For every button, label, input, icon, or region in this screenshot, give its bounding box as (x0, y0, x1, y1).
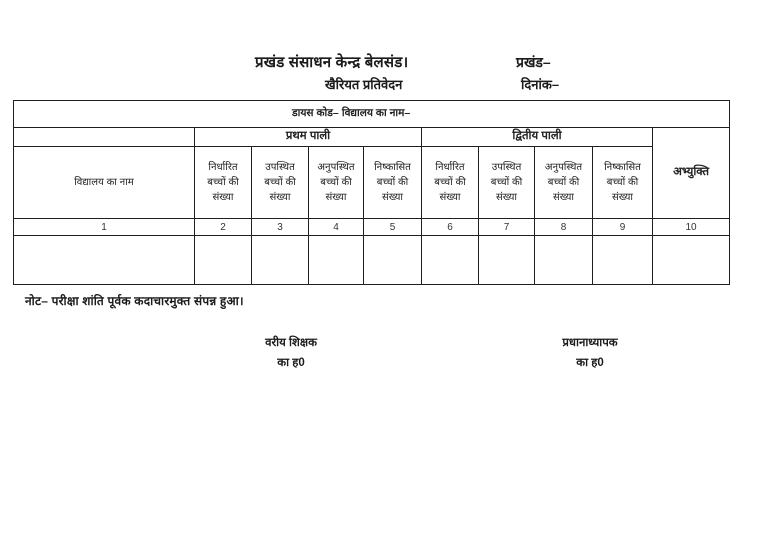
senior-teacher-label: वरीय शिक्षक (265, 337, 317, 349)
block-name-label: प्रखंड– (516, 54, 551, 70)
column-number-row (14, 219, 730, 236)
column-number-cell: 5 (364, 219, 422, 236)
senior-teacher-signature (221, 335, 361, 370)
data-cell (252, 236, 309, 285)
column-number-cell: 3 (252, 219, 309, 236)
count-header-label: अनुपस्थित बच्चों की संख्या (544, 162, 583, 203)
school-name-row-cell (14, 101, 730, 128)
count-header-label: निर्धारित बच्चों की संख्या (207, 162, 239, 203)
page-title: प्रखंड संसाधन केन्द्र बेलसंड। (255, 54, 409, 71)
count-header (535, 147, 593, 219)
senior-teacher-sign-label: का ह0 (277, 357, 305, 369)
count-header (364, 147, 422, 219)
date-label: दिनांक– (521, 77, 560, 92)
data-cell (364, 236, 422, 285)
count-header-label: निष्कासित बच्चों की संख्या (374, 162, 411, 203)
data-cell (14, 236, 195, 285)
count-header-label: अनुपस्थित बच्चों की संख्या (317, 162, 355, 203)
count-header (593, 147, 653, 219)
school-name-row-label: विद्यालय का नाम– (341, 107, 411, 120)
data-cell (195, 236, 252, 285)
headmaster-sign-label: का ह0 (576, 357, 604, 369)
attendance-table (13, 100, 730, 285)
report-subtitle: खैरियत प्रतिवेदन (325, 77, 403, 92)
school-name-col-header: विद्यालय का नाम (14, 147, 195, 219)
data-cell (653, 236, 730, 285)
data-cell (593, 236, 653, 285)
empty-header-cell (14, 128, 195, 147)
count-header (309, 147, 364, 219)
headmaster-label: प्रधानाध्यापक (562, 337, 618, 349)
data-cell (422, 236, 479, 285)
column-number-cell: 4 (309, 219, 364, 236)
empty-data-row (14, 236, 730, 285)
column-header-row (14, 147, 730, 219)
count-header (422, 147, 479, 219)
column-number-cell: 2 (195, 219, 252, 236)
count-header-label: उपस्थित बच्चों की संख्या (490, 162, 523, 203)
data-cell (309, 236, 364, 285)
remarks-header: अभ्युक्ति (653, 128, 730, 219)
shift2-header: द्वितीय पाली (422, 128, 653, 147)
count-header-label: निर्धारित बच्चों की संख्या (434, 162, 466, 203)
column-number-cell: 1 (14, 219, 195, 236)
data-cell (479, 236, 535, 285)
column-number-cell: 10 (653, 219, 730, 236)
count-header (479, 147, 535, 219)
count-header-label: उपस्थित बच्चों की संख्या (264, 162, 296, 203)
dise-code-label: डायस कोड– (292, 107, 339, 119)
data-cell (535, 236, 593, 285)
headmaster-signature (520, 335, 660, 370)
column-number-cell: 6 (422, 219, 479, 236)
shift1-header: प्रथम पाली (195, 128, 422, 147)
school-name-row (14, 101, 730, 128)
column-number-cell: 7 (479, 219, 535, 236)
column-number-cell: 9 (593, 219, 653, 236)
count-header (252, 147, 309, 219)
shift-header-row (14, 128, 730, 147)
column-number-cell: 8 (535, 219, 593, 236)
exam-note: नोट– परीक्षा शांति पूर्वक कदाचारमुक्त संपन्न हुआ। (25, 294, 244, 308)
count-header-label: निष्कासित बच्चों की संख्या (604, 162, 641, 203)
count-header (195, 147, 252, 219)
